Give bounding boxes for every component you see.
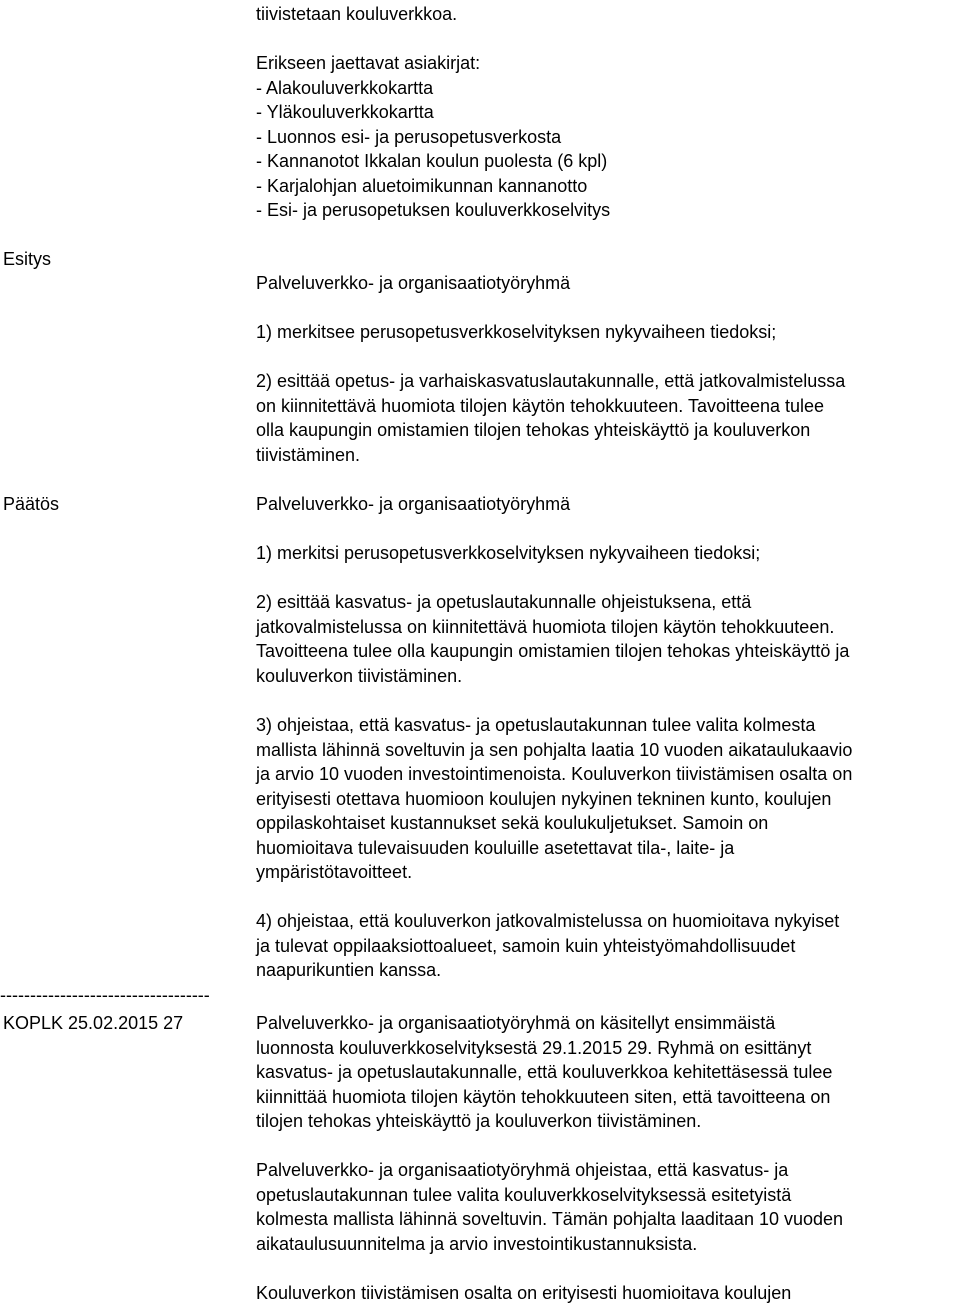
paatos-item-4-line: ja tulevat oppilaaksiottoalueet, samoin kuin yhteistyömahdollisuudet: [256, 936, 796, 956]
attachment-item: - Luonnos esi- ja perusopetusverkosta: [256, 127, 562, 147]
section-separator: -----------------------------------: [0, 985, 210, 1005]
paatos-item-4-line: naapurikuntien kanssa.: [256, 960, 442, 980]
esitys-item-1: 1) merkitsee perusopetusverkkoselvityksen nykyvaiheen tiedoksi;: [256, 322, 777, 342]
esitys-item-2-line: 2) esittää opetus- ja varhaiskasvatuslautakunnalle, että jatkovalmistelussa: [256, 371, 846, 391]
koplk-para-2-line: opetuslautakunnan tulee valita kouluverkkoselvityksessä esitetyistä: [256, 1185, 792, 1205]
intro-text-tail: tiivistetaan kouluverkkoa.: [256, 4, 458, 24]
attachment-item: - Esi- ja perusopetuksen kouluverkkoselvitys: [256, 200, 611, 220]
paatos-item-2-line: jatkovalmistelussa on kiinnitettävä huomiota tilojen käytön tehokkuuteen.: [256, 617, 835, 637]
paatos-item-2-line: Tavoitteena tulee olla kaupungin omistamien tilojen tehokas yhteiskäyttö ja: [256, 641, 850, 661]
paatos-item-3-line: mallista lähinnä soveltuvin ja sen pohjalta laatia 10 vuoden aikataulukaavio: [256, 740, 853, 760]
koplk-para-2-line: Palveluverkko- ja organisaatiotyöryhmä ohjeistaa, että kasvatus- ja: [256, 1160, 789, 1180]
paatos-item-2-line: 2) esittää kasvatus- ja opetuslautakunnalle ohjeistuksena, että: [256, 592, 752, 612]
esitys-item-2-line: olla kaupungin omistamien tilojen tehokas yhteiskäyttö ja kouluverkon: [256, 420, 811, 440]
koplk-para-1-line: kiinnittää huomiota tilojen käytön tehokkuuteen siten, että tavoitteena on: [256, 1087, 831, 1107]
koplk-para-1-line: kasvatus- ja opetuslautakunnalle, että kouluverkkoa kehitettäsessä tulee: [256, 1062, 833, 1082]
paatos-item-3-line: erityisesti otettava huomioon koulujen nykyinen tekninen kunto, koulujen: [256, 789, 832, 809]
paatos-item-3-line: 3) ohjeistaa, että kasvatus- ja opetuslautakunnan tulee valita kolmesta: [256, 715, 816, 735]
paatos-item-2-line: kouluverkon tiivistäminen.: [256, 666, 463, 686]
attachments-heading: Erikseen jaettavat asiakirjat:: [256, 53, 481, 73]
esitys-item-2-line: on kiinnitettävä huomiota tilojen käytön tehokkuuteen. Tavoitteena tulee: [256, 396, 825, 416]
koplk-para-2-line: aikataulusuunnitelma ja arvio investointikustannuksista.: [256, 1234, 698, 1254]
esitys-item-2-line: tiivistäminen.: [256, 445, 361, 465]
paatos-item-3-line: oppilaskohtaiset kustannukset sekä koulukuljetukset. Samoin on: [256, 813, 769, 833]
paatos-item-3-line: ja arvio 10 vuoden investointimenoista. Kouluverkon tiivistämisen osalta on: [256, 764, 853, 784]
attachment-item: - Alakouluverkkokartta: [256, 78, 434, 98]
koplk-para-1-line: Palveluverkko- ja organisaatiotyöryhmä on käsitellyt ensimmäistä: [256, 1013, 776, 1033]
koplk-para-1-line: tilojen tehokas yhteiskäyttö ja kouluverkon tiivistäminen.: [256, 1111, 702, 1131]
attachment-item: - Karjalohjan aluetoimikunnan kannanotto: [256, 176, 588, 196]
esitys-body-name: Palveluverkko- ja organisaatiotyöryhmä: [256, 273, 571, 293]
koplk-para-2-line: kolmesta mallista lähinnä soveltuvin. Tämän pohjalta laaditaan 10 vuoden: [256, 1209, 844, 1229]
section-label-koplk: KOPLK 25.02.2015 27: [3, 1013, 184, 1033]
paatos-body-name: Palveluverkko- ja organisaatiotyöryhmä: [256, 494, 571, 514]
section-label-esitys: Esitys: [3, 249, 52, 269]
paatos-item-3-line: huomioitava tulevaisuuden kouluille asetettavat tila-, laite- ja: [256, 838, 735, 858]
paatos-item-3-line: ympäristötavoitteet.: [256, 862, 413, 882]
paatos-item-4-line: 4) ohjeistaa, että kouluverkon jatkovalmistelussa on huomioitava nykyiset: [256, 911, 840, 931]
attachment-item: - Kannanotot Ikkalan koulun puolesta (6 kpl): [256, 151, 608, 171]
paatos-item-1: 1) merkitsi perusopetusverkkoselvityksen nykyvaiheen tiedoksi;: [256, 543, 761, 563]
attachment-item: - Yläkouluverkkokartta: [256, 102, 434, 122]
koplk-para-3-line: Kouluverkon tiivistämisen osalta on erityisesti huomioitava koulujen: [256, 1283, 792, 1303]
koplk-para-1-line: luonnosta kouluverkkoselvityksestä 29.1.2015 29. Ryhmä on esittänyt: [256, 1038, 812, 1058]
section-label-paatos: Päätös: [3, 494, 60, 514]
